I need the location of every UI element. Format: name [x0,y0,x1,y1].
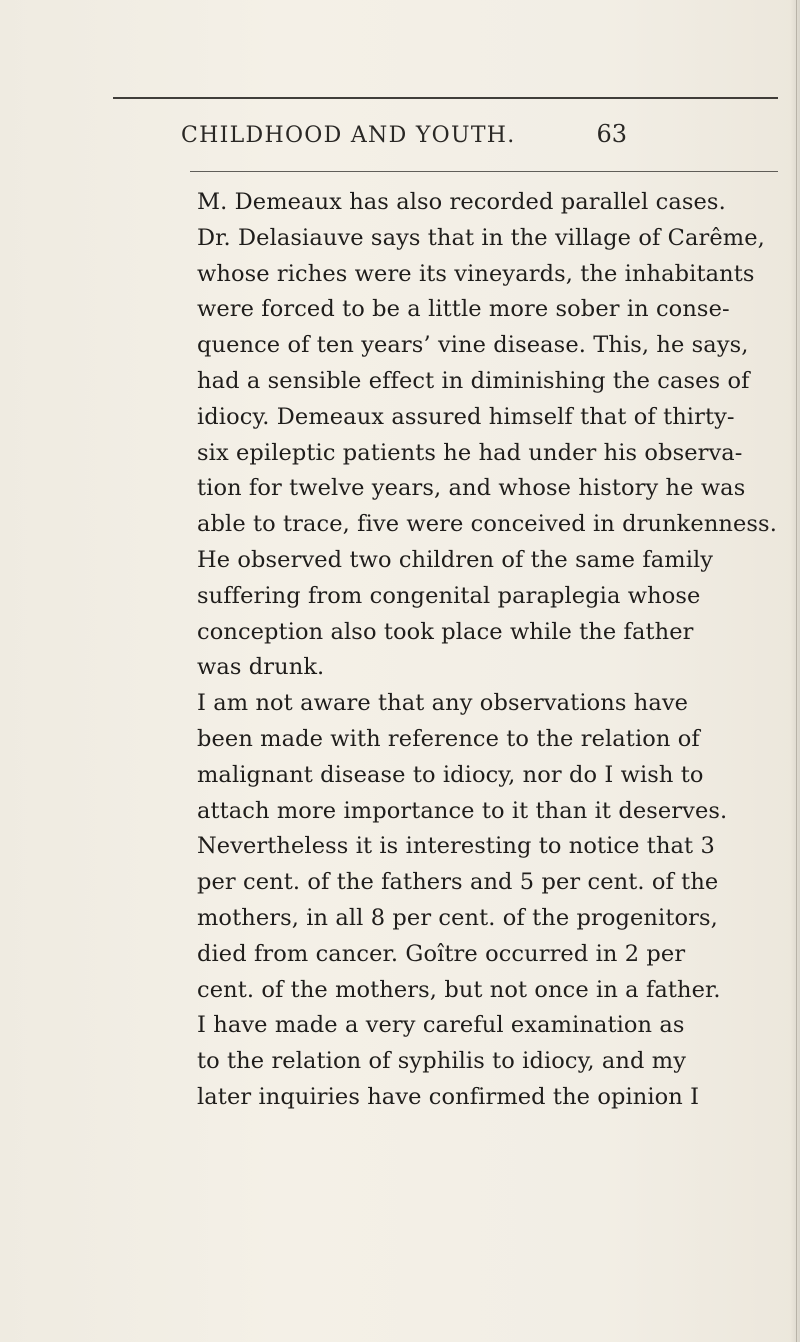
page-edge-shadow [790,0,800,1342]
text-line: attach more importance to it than it deserves. [197,797,728,824]
text-line: cent. of the mothers, but not once in a father. [197,976,721,1003]
page-edge-line [796,0,797,1342]
text-line: malignant disease to idiocy, nor do I wish to [197,761,704,788]
text-line: quence of ten years’ vine disease. This, he says, [197,332,749,359]
top-rule [113,97,778,99]
body-text [197,185,777,1116]
running-head: CHILDHOOD AND YOUTH. [181,123,516,148]
text-line: conception also took place while the father [197,618,694,645]
text-line: He observed two children of the same family [197,546,714,573]
text-line: Dr. Delasiauve says that in the village of Carême, [197,224,765,251]
text-line: been made with reference to the relation of [197,725,700,752]
text-line: per cent. of the fathers and 5 per cent. of the [197,869,719,896]
text-line: tion for twelve years, and whose history he was [197,475,746,502]
text-line: had a sensible effect in diminishing the cases of [197,367,750,394]
text-line: I have made a very careful examination as [197,1012,685,1039]
text-line: Nevertheless it is interesting to notice that 3 [197,833,715,860]
text-line: died from cancer. Goître occurred in 2 per [197,940,686,967]
text-line: able to trace, five were conceived in drunkenness. [197,511,777,538]
text-line: was drunk. [197,654,325,681]
page-number: 63 [596,120,627,148]
header-rule [190,171,778,172]
text-line: M. Demeaux has also recorded parallel cases. [197,189,726,215]
text-line: suffering from congenital paraplegia whose [197,582,701,609]
text-line: I am not aware that any observations have [197,690,689,717]
text-line: to the relation of syphilis to idiocy, and my [197,1048,687,1075]
text-line: idiocy. Demeaux assured himself that of thirty- [197,403,735,430]
text-line: whose riches were its vineyards, the inhabitants [197,260,755,287]
text-line: six epileptic patients he had under his observa- [197,439,743,466]
text-line: mothers, in all 8 per cent. of the progenitors, [197,904,718,931]
text-line: later inquiries have confirmed the opinion I [197,1083,700,1110]
page-header [181,120,627,152]
text-line: were forced to be a little more sober in conse- [197,296,730,323]
